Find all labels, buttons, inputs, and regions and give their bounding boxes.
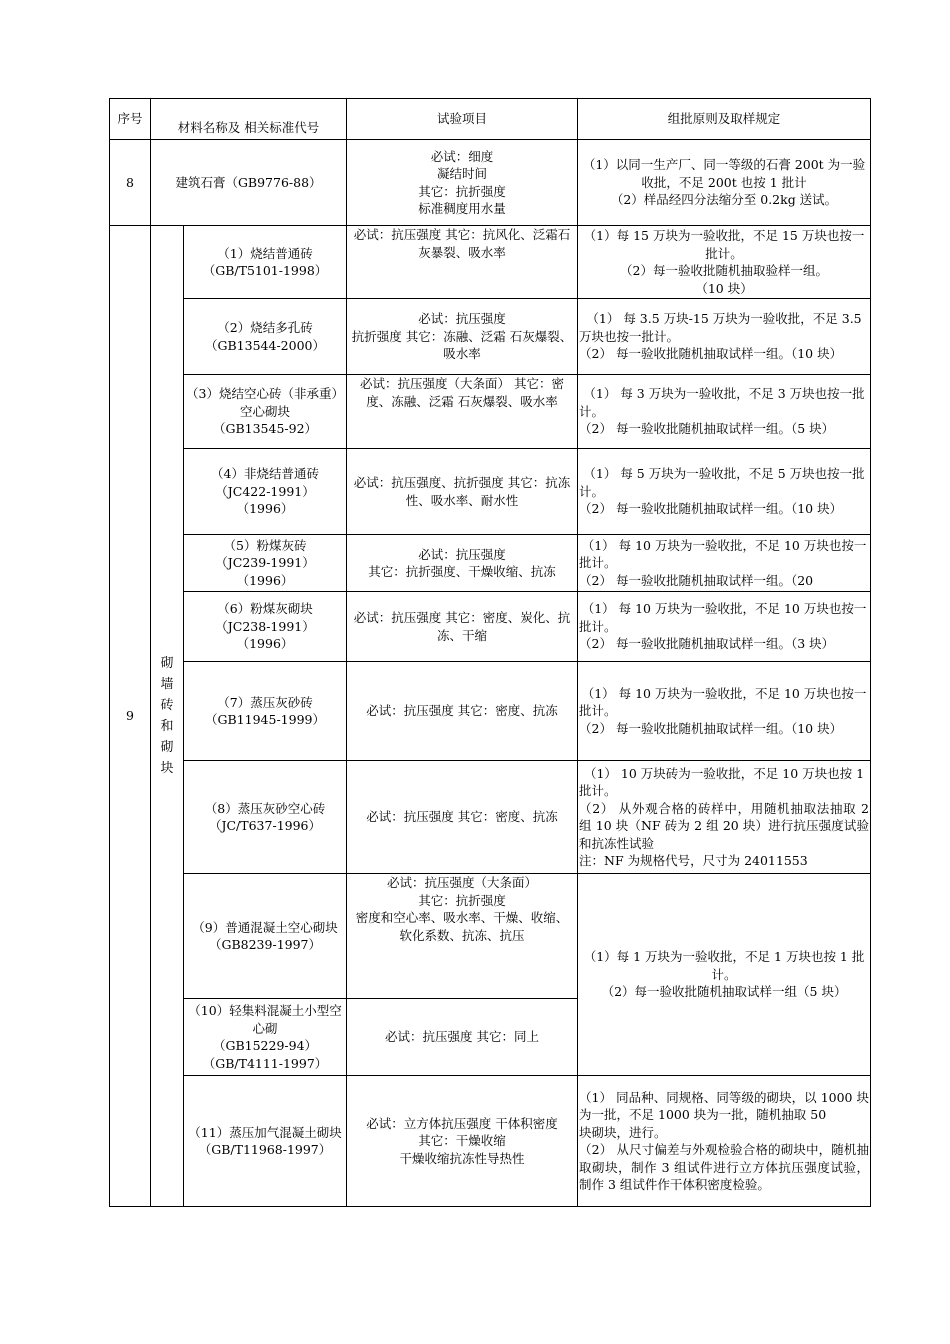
header-material: 材料名称及 相关标准代号	[151, 99, 347, 140]
material-name: （4）非烧结普通砖 （JC422-1991） （1996）	[184, 449, 347, 535]
sampling-rules: （1） 同品种、同规格、同等级的砌块，以 1000 块为一批，不足 1000 块为一批，随机抽取 50 块砌块，进行。 （2） 从尺寸偏差与外观检验合格的砌块中，随机抽取砌块，制作 3 组试件进行立方体抗压强度试验，制作 3 组试件作干体积密度检验。	[578, 1076, 871, 1207]
material-name: （5）粉煤灰砖 （JC239-1991） （1996）	[184, 535, 347, 592]
table-row	[110, 874, 871, 999]
sampling-rules: （1） 每 3.5 万块-15 万块为一验收批，不足 3.5 万块也按一批计。 （2） 每一验收批随机抽取试样一组。（10 块）	[578, 299, 871, 375]
material-name: （6）粉煤灰砌块 （JC238-1991） （1996）	[184, 592, 347, 662]
test-items: 必试：抗压强度 其它：密度、炭化、抗冻、干缩	[347, 592, 578, 662]
header-test-items: 试验项目	[347, 99, 578, 140]
table-row	[110, 535, 871, 592]
table-row	[110, 449, 871, 535]
material-name: （8）蒸压灰砂空心砖 （JC/T637-1996）	[184, 761, 347, 874]
material-name: 建筑石膏（GB9776-88）	[151, 140, 347, 226]
table-row	[110, 226, 871, 299]
row-seq: 8	[110, 140, 151, 226]
table-row	[110, 662, 871, 761]
material-name: （7）蒸压灰砂砖 （GB11945-1999）	[184, 662, 347, 761]
material-name: （3）烧结空心砖（非承重） 空心砌块 （GB13545-92）	[184, 375, 347, 449]
table-row	[110, 592, 871, 662]
sampling-rules: （1）每 1 万块为一验收批，不足 1 万块也按 1 批计。 （2）每一验收批随机抽取试样一组（5 块）	[578, 874, 871, 1076]
test-items: 必试：细度 凝结时间 其它：抗折强度 标准稠度用水量	[347, 140, 578, 226]
sampling-rules: （1） 每 10 万块为一验收批，不足 10 万块也按一批计。 （2） 每一验收批随机抽取试样一组。（20	[578, 535, 871, 592]
material-name: （10）轻集料混凝土小型空心砌 （GB15229-94） （GB/T4111-1997）	[184, 999, 347, 1076]
test-items: 必试：抗压强度（大条面） 其它：抗折强度 密度和空心率、吸水率、干燥、收缩、 软化系数、抗冻、抗压	[347, 874, 578, 999]
test-items: 必试：抗压强度 其它：抗风化、泛霜石灰暴裂、吸水率	[347, 226, 578, 299]
sampling-rules: （1） 每 10 万块为一验收批，不足 10 万块也按一批计。 （2） 每一验收批随机抽取试样一组。（3 块）	[578, 592, 871, 662]
table-row	[110, 375, 871, 449]
table-row	[110, 761, 871, 874]
test-items: 必试：抗压强度 其它：抗折强度、干燥收缩、抗冻	[347, 535, 578, 592]
header-seq: 序号	[110, 99, 151, 140]
header-sampling: 组批原则及取样规定	[578, 99, 871, 140]
material-name: （1）烧结普通砖 （GB/T5101-1998）	[184, 226, 347, 299]
test-items: 必试：抗压强度 其它：密度、抗冻	[347, 761, 578, 874]
test-items: 必试：抗压强度 抗折强度 其它：冻融、泛霜 石灰爆裂、吸水率	[347, 299, 578, 375]
material-testing-table	[109, 98, 871, 1207]
sampling-rules: （1） 10 万块砖为一验收批，不足 10 万块也按 1 批计。 （2） 从外观合格的砖样中，用随机抽取法抽取 2 组 10 块（NF 砖为 2 组 20 块）进行抗压强度试验和抗冻性试验 注：NF 为规格代号，尺寸为 24011553	[578, 761, 871, 874]
header-row	[110, 99, 871, 140]
test-items: 必试：抗压强度 其它：同上	[347, 999, 578, 1076]
material-name: （9）普通混凝土空心砌块 （GB8239-1997）	[184, 874, 347, 999]
table-row	[110, 140, 871, 226]
sampling-rules: （1） 每 3 万块为一验收批，不足 3 万块也按一批计。 （2） 每一验收批随机抽取试样一组。（5 块）	[578, 375, 871, 449]
material-name: （2）烧结多孔砖 （GB13544-2000）	[184, 299, 347, 375]
sampling-rules: （1）每 15 万块为一验收批，不足 15 万块也按一批计。 （2）每一验收批随机抽取验样一组。 （10 块）	[578, 226, 871, 299]
category-label: 砌 墙 砖 和 砌 块	[151, 226, 184, 1207]
sampling-rules: （1） 每 10 万块为一验收批，不足 10 万块也按一批计。 （2） 每一验收批随机抽取试样一组。（10 块）	[578, 662, 871, 761]
sampling-rules: （1） 每 5 万块为一验收批，不足 5 万块也按一批计。 （2） 每一验收批随机抽取试样一组。（10 块）	[578, 449, 871, 535]
test-items: 必试：抗压强度（大条面） 其它：密度、冻融、泛霜 石灰爆裂、吸水率	[347, 375, 578, 449]
test-items: 必试：抗压强度 其它：密度、抗冻	[347, 662, 578, 761]
row-seq: 9	[110, 226, 151, 1207]
test-items: 必试：立方体抗压强度 干体积密度 其它：干燥收缩 干燥收缩抗冻性导热性	[347, 1076, 578, 1207]
test-items: 必试：抗压强度、抗折强度 其它：抗冻性、吸水率、耐水性	[347, 449, 578, 535]
sampling-rules: （1）以同一生产厂、同一等级的石膏 200t 为一验收批，不足 200t 也按 1 批计 （2）样品经四分法缩分至 0.2kg 送试。	[578, 140, 871, 226]
table-row	[110, 1076, 871, 1207]
material-name: （11）蒸压加气混凝土砌块 （GB/T11968-1997）	[184, 1076, 347, 1207]
table-row	[110, 299, 871, 375]
